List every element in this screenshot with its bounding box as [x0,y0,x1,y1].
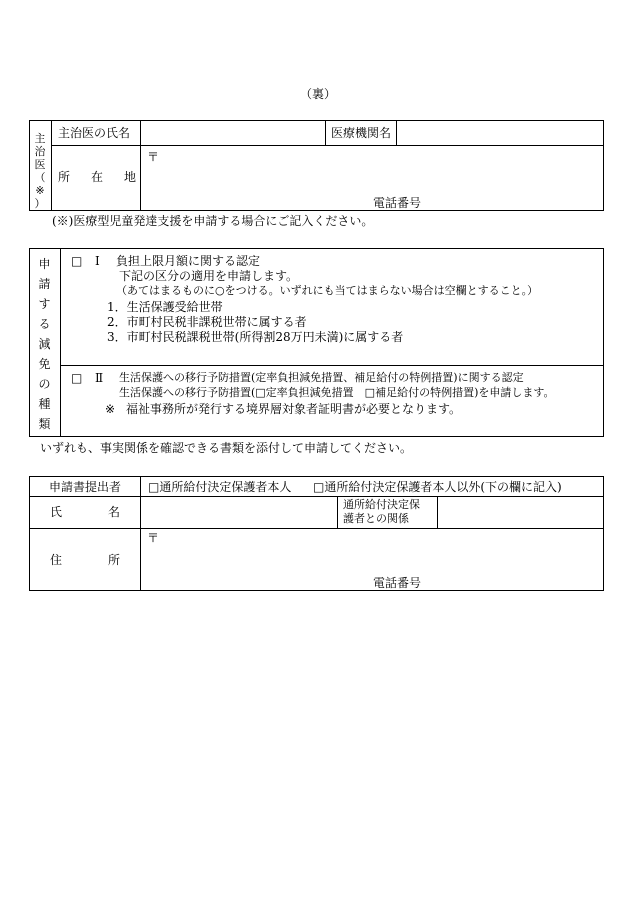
item1-option-1[interactable]: 1．生活保護受給世帯 [107,300,223,314]
submitter-address-label: 住 所 [50,553,120,567]
submitter-phone-label: 電話番号 [373,576,422,590]
relation-field[interactable] [438,497,603,527]
item2-note: 福祉事務所が発行する境界層対象者証明書が必要となります。 [126,402,462,416]
submitter-option-self[interactable]: □通所給付決定保護者本人 [148,480,292,494]
item2-line1: 生活保護への移行予防措置(□定率負担減免措置 □補足給付の特例措置)を申請します。 [119,386,555,399]
submitter-name-field[interactable] [141,497,336,527]
page-label: （裏） [300,87,337,101]
doctor-address-label: 所 在 地 [58,170,136,184]
item1-line2: （あてはまるものに○をつける。いずれにも当てはまらない場合は空欄とすること。） [116,284,539,297]
doctor-phone-label: 電話番号 [373,196,422,210]
submitter-address-field[interactable] [141,529,603,590]
item1-checkbox[interactable]: □ [71,254,83,268]
submitter-label: 申請書提出者 [49,480,122,494]
item1-numeral: Ⅰ [95,254,100,268]
item2-title: 生活保護への移行予防措置(定率負担減免措置、補足給付の特例措置)に関する認定 [119,371,524,384]
doctor-postal-mark: 〒 [147,150,160,164]
submitter-option-other[interactable]: □通所給付決定保護者本人以外(下の欄に記入) [313,480,562,494]
submitter-name-label: 氏 名 [50,505,120,519]
item1-line1: 下記の区分の適用を申請します。 [119,269,299,283]
item1-option-2[interactable]: 2．市町村民税非課税世帯に属する者 [107,315,307,329]
doctor-note: (※)医療型児童発達支援を申請する場合にご記入ください。 [52,214,374,228]
submitter-postal-mark: 〒 [147,531,160,545]
institution-field[interactable] [397,121,603,144]
reduction-side-label: 申 請 す る 減 免 の 種 類 [38,257,51,431]
item1-option-3[interactable]: 3．市町村民税課税世帯(所得割28万円未満)に属する者 [107,330,404,344]
item2-note-mark: ※ [105,402,116,416]
institution-label: 医療機関名 [331,126,392,140]
item1-title: 負担上限月額に関する認定 [116,254,261,268]
reduction-footnote: いずれも、事実関係を確認できる書類を添付して申請してください。 [40,441,413,455]
item2-checkbox[interactable]: □ [71,371,83,385]
item2-numeral: Ⅱ [95,371,104,385]
doctor-name-field[interactable] [141,121,324,144]
relation-label-line1: 通所給付決定保 [343,498,420,511]
doctor-side-label: 主 治 医 （ ※ ） [34,132,46,210]
doctor-address-field[interactable] [141,146,603,210]
doctor-name-label: 主治医の氏名 [58,126,131,140]
relation-label-line2: 護者との関係 [343,512,409,525]
